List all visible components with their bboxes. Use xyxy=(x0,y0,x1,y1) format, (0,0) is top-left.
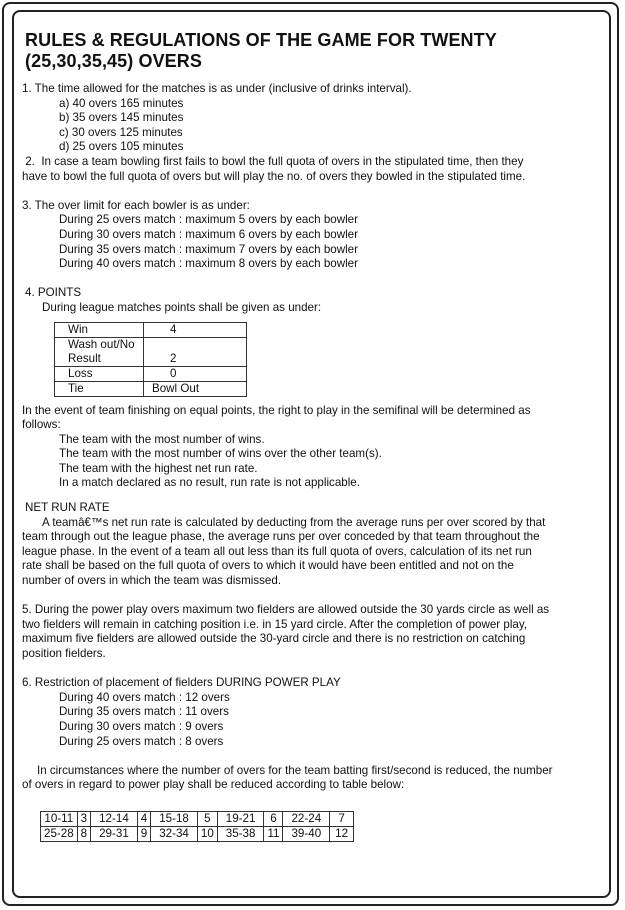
list-item: d) 25 overs 105 minutes xyxy=(59,140,184,154)
nrr-line: league phase. In the event of a team all out less than its full quota of overs, calculation of its net run xyxy=(22,544,532,558)
table-cell: 11 xyxy=(264,826,283,841)
table-cell: 19-21 xyxy=(217,811,264,826)
document-title xyxy=(25,30,608,72)
table-cell xyxy=(144,337,247,352)
table-row xyxy=(55,337,247,352)
section-2-line: 2. In case a team bowling first fails to bowl the full quota of overs in the stipulated time, then they xyxy=(22,154,524,168)
net-run-rate-heading: NET RUN RATE xyxy=(25,501,110,515)
table-cell: 25-28 xyxy=(41,826,78,841)
table-cell: Wash out/No xyxy=(55,337,144,352)
list-item: The team with the highest net run rate. xyxy=(59,461,258,475)
nrr-line: rate shall be based on the full quota of overs to which it would have been entitled and not on the xyxy=(22,559,514,573)
table-cell: 22-24 xyxy=(283,811,330,826)
list-item: The team with the most number of wins over the other team(s). xyxy=(59,447,382,461)
table-cell: Win xyxy=(55,322,144,337)
list-item: During 25 overs match : 8 overs xyxy=(59,734,224,748)
table-row xyxy=(41,811,354,826)
list-item: During 35 overs match : maximum 7 overs by each bowler xyxy=(59,242,358,256)
list-item: During 25 overs match : maximum 5 overs by each bowler xyxy=(59,213,358,227)
list-item: The team with the most number of wins. xyxy=(59,432,265,446)
section-4-subheading: During league matches points shall be given as under: xyxy=(42,300,322,314)
list-item: During 40 overs match : maximum 8 overs by each bowler xyxy=(59,257,358,271)
table-cell: 35-38 xyxy=(217,826,264,841)
section-5-line: position fielders. xyxy=(22,647,106,660)
table-row xyxy=(41,826,354,841)
list-item: In a match declared as no result, run rate is not applicable. xyxy=(59,476,360,490)
table-cell: 15-18 xyxy=(151,811,198,826)
section-4-heading: 4. POINTS xyxy=(25,286,82,300)
table-cell: 10-11 xyxy=(41,811,78,826)
table-row xyxy=(55,366,247,381)
equal-points-line: In the event of team finishing on equal points, the right to play in the semifinal will be determined as xyxy=(22,403,531,417)
table-cell: 32-34 xyxy=(151,826,198,841)
table-cell: 8 xyxy=(77,826,90,841)
section-5-line: 5. During the power play overs maximum two fielders are allowed outside the 30 yards circle as well as xyxy=(22,603,550,617)
list-item: During 40 overs match : 12 overs xyxy=(59,690,230,704)
equal-points-line: follows: xyxy=(22,418,61,432)
list-item: c) 30 overs 125 minutes xyxy=(59,125,183,139)
list-item: During 30 overs match : maximum 6 overs by each bowler xyxy=(59,227,358,241)
table-cell: 29-31 xyxy=(91,826,138,841)
table-row xyxy=(55,352,247,367)
nrr-line: number of overs in which the team was dismissed. xyxy=(22,574,282,588)
table-cell: 10 xyxy=(197,826,217,841)
table-cell: 12-14 xyxy=(91,811,138,826)
table-cell: 5 xyxy=(197,811,217,826)
power-play-table xyxy=(40,811,354,842)
table-cell: Bowl Out xyxy=(144,381,247,396)
section-5-line: two fielders will remain in catching position i.e. in 15 yard circle. After the completion of power play, xyxy=(22,617,527,631)
table-row xyxy=(55,381,247,396)
table-cell: 6 xyxy=(264,811,283,826)
table-cell: 9 xyxy=(137,826,150,841)
table-cell: 3 xyxy=(77,811,90,826)
table-row xyxy=(55,322,247,337)
list-item: a) 40 overs 165 minutes xyxy=(59,96,184,110)
list-item: During 35 overs match : 11 overs xyxy=(59,705,229,719)
section-3-heading: 3. The over limit for each bowler is as under: xyxy=(22,198,250,212)
title-line-2: (25,30,35,45) OVERS xyxy=(25,51,202,71)
list-item: During 30 overs match : 9 overs xyxy=(59,719,224,733)
section-2-line: have to bowl the full quota of overs but will play the no. of overs they bowled in the stipulated time. xyxy=(22,169,526,183)
table-cell: Result xyxy=(55,352,144,367)
nrr-line: team through out the league phase, the average runs per over conceded by that team throughout the xyxy=(22,530,540,544)
title-line-1: RULES & REGULATIONS OF THE GAME FOR TWENTY xyxy=(25,30,497,50)
document-body xyxy=(22,30,608,842)
table-cell: 2 xyxy=(144,352,247,367)
section-5-line: maximum five fielders are allowed outside the 30-yard circle and there is no restriction on catching xyxy=(22,632,526,646)
table-cell: 39-40 xyxy=(283,826,330,841)
table-cell: 12 xyxy=(330,826,354,841)
table-cell: 7 xyxy=(330,811,354,826)
reduced-overs-line: In circumstances where the number of overs for the team batting first/second is reduced, the number xyxy=(37,763,553,777)
table-cell: 0 xyxy=(144,366,247,381)
points-table xyxy=(54,322,247,397)
table-cell: Tie xyxy=(55,381,144,396)
table-cell: 4 xyxy=(137,811,150,826)
table-cell: 4 xyxy=(144,322,247,337)
list-item: b) 35 overs 145 minutes xyxy=(59,111,184,125)
section-6-heading: 6. Restriction of placement of fielders DURING POWER PLAY xyxy=(22,676,341,690)
section-1-heading: 1. The time allowed for the matches is as under (inclusive of drinks interval). xyxy=(22,82,412,95)
table-cell: Loss xyxy=(55,366,144,381)
reduced-overs-line: of overs in regard to power play shall be reduced according to table below: xyxy=(22,778,405,792)
nrr-line: A teamâ€™s net run rate is calculated by deducting from the average runs per over scored by that xyxy=(42,515,546,529)
